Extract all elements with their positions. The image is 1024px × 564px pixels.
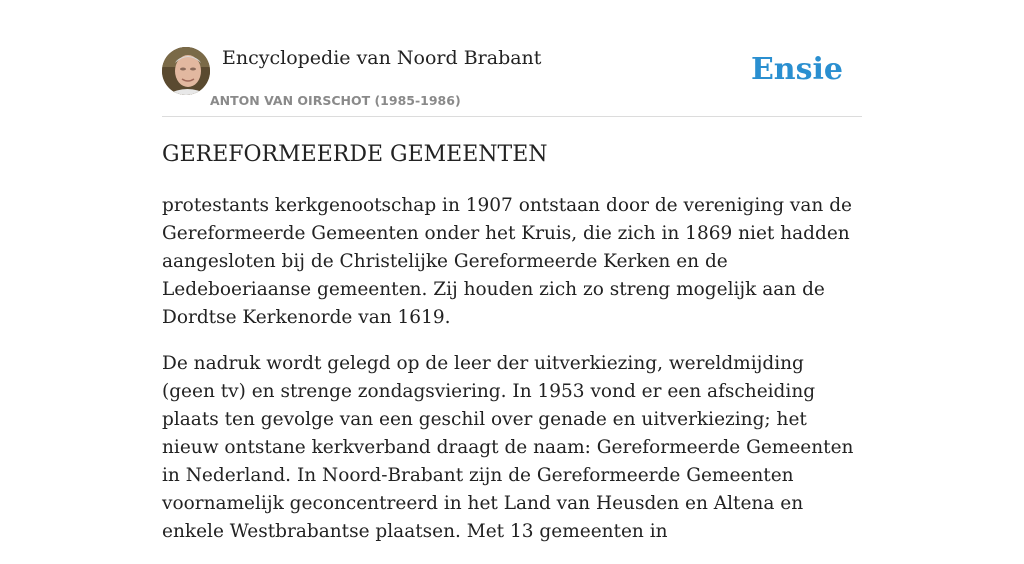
site-title[interactable]: Encyclopedie van Noord Brabant: [222, 47, 542, 69]
ensie-logo[interactable]: Ensie: [750, 52, 843, 87]
avatar-portrait-icon: [162, 47, 210, 95]
article-body: [162, 192, 862, 564]
article-title: GEREFORMEERDE GEMEENTEN: [162, 142, 548, 167]
page: [162, 0, 862, 542]
author-avatar[interactable]: [162, 47, 210, 95]
article-paragraph: protestants kerkgenootschap in 1907 ontstaan door de vereniging van de Gereformeerde Gemeenten onder het Kruis, die zich in 1869 niet hadden aangesloten bij de Christelijke Gereformeerde Kerken en de Ledeboeriaanse gemeenten. Zij houden zich zo streng mogelijk aan de Dordtse Kerkenorde van 1619.: [162, 195, 852, 328]
article-paragraph: De nadruk wordt gelegd op de leer der uitverkiezing, wereldmijding (geen tv) en strenge zondagsviering. In 1953 vond er een afscheiding plaats ten gevolge van een geschil over genade en uitverkiezing; het nieuw ontstane kerkverband draagt de naam: Gereformeerde Gemeenten in Nederland. In Noord-Brabant zijn de Gereformeerde Gemeenten voornamelijk geconcentreerd in het Land van Heusden en Altena en enkele Westbrabantse plaatsen. Met 13 gemeenten in: [162, 353, 854, 542]
author-name[interactable]: ANTON VAN OIRSCHOT (1985-1986): [210, 93, 461, 108]
header: [162, 0, 862, 117]
